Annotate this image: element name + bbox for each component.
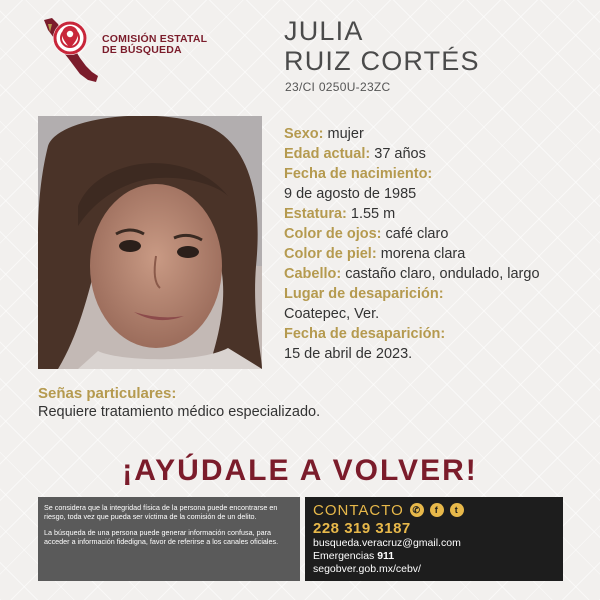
detail-fecha: 15 de abril de 2023.	[284, 346, 413, 362]
person-name	[284, 16, 480, 76]
contact-emergencias: Emergencias 911	[313, 550, 395, 562]
detail-sexo: Sexo: mujer	[284, 126, 364, 142]
detail-edad: Edad actual: 37 años	[284, 146, 426, 162]
detail-nacimiento-label: Fecha de nacimiento:	[284, 166, 433, 182]
facebook-icon[interactable]: f	[430, 503, 444, 517]
detail-nacimiento: 9 de agosto de 1985	[284, 186, 417, 202]
first-name: JULIA	[284, 16, 364, 46]
portrait-image	[38, 116, 262, 369]
detail-lugar: Coatepec, Ver.	[284, 306, 380, 322]
senas-value: Requiere tratamiento médico especializado.	[38, 404, 321, 420]
twitter-icon[interactable]: t	[450, 503, 464, 517]
contact-title: CONTACTO	[313, 501, 404, 519]
logo-line-1: COMISIÓN ESTATAL	[102, 33, 208, 45]
veracruz-map-pin-icon	[38, 14, 102, 86]
detail-fecha-label: Fecha de desaparición:	[284, 326, 446, 342]
case-id: 23/CI 0250U-23ZC	[285, 80, 391, 94]
slogan: ¡AYÚDALE A VOLVER!	[122, 454, 478, 487]
contact-phone[interactable]: 228 319 3187	[313, 520, 411, 537]
logo-text	[102, 34, 207, 56]
person-photo	[38, 116, 262, 369]
detail-ojos: Color de ojos: café claro	[284, 226, 449, 242]
contact-box	[305, 497, 563, 581]
legal-paragraph-2: La búsqueda de una persona puede generar información confusa, para acceder a información fidedigna, favor de referirse a los canales oficiales.	[44, 528, 279, 546]
detail-estatura: Estatura: 1.55 m	[284, 206, 396, 222]
detail-lugar-label: Lugar de desaparición:	[284, 286, 444, 302]
legal-paragraph-1: Se considera que la integridad física de la persona puede encontrarse en riesgo, toda vez que pueda ser víctima de la comisión de un delito.	[44, 503, 278, 521]
senas-label: Señas particulares:	[38, 385, 177, 402]
person-details	[284, 124, 596, 364]
whatsapp-icon[interactable]: ✆	[410, 503, 424, 517]
contact-web[interactable]: segobver.gob.mx/cebv/	[313, 563, 421, 575]
last-name: RUIZ CORTÉS	[284, 46, 480, 76]
contact-email[interactable]: busqueda.veracruz@gmail.com	[313, 537, 461, 549]
logo-line-2: DE BÚSQUEDA	[102, 44, 182, 56]
commission-logo	[38, 14, 218, 86]
contact-header	[313, 501, 555, 519]
detail-cabello: Cabello: castaño claro, ondulado, largo	[284, 266, 540, 282]
detail-piel: Color de piel: morena clara	[284, 246, 466, 262]
legal-notice	[38, 497, 300, 581]
